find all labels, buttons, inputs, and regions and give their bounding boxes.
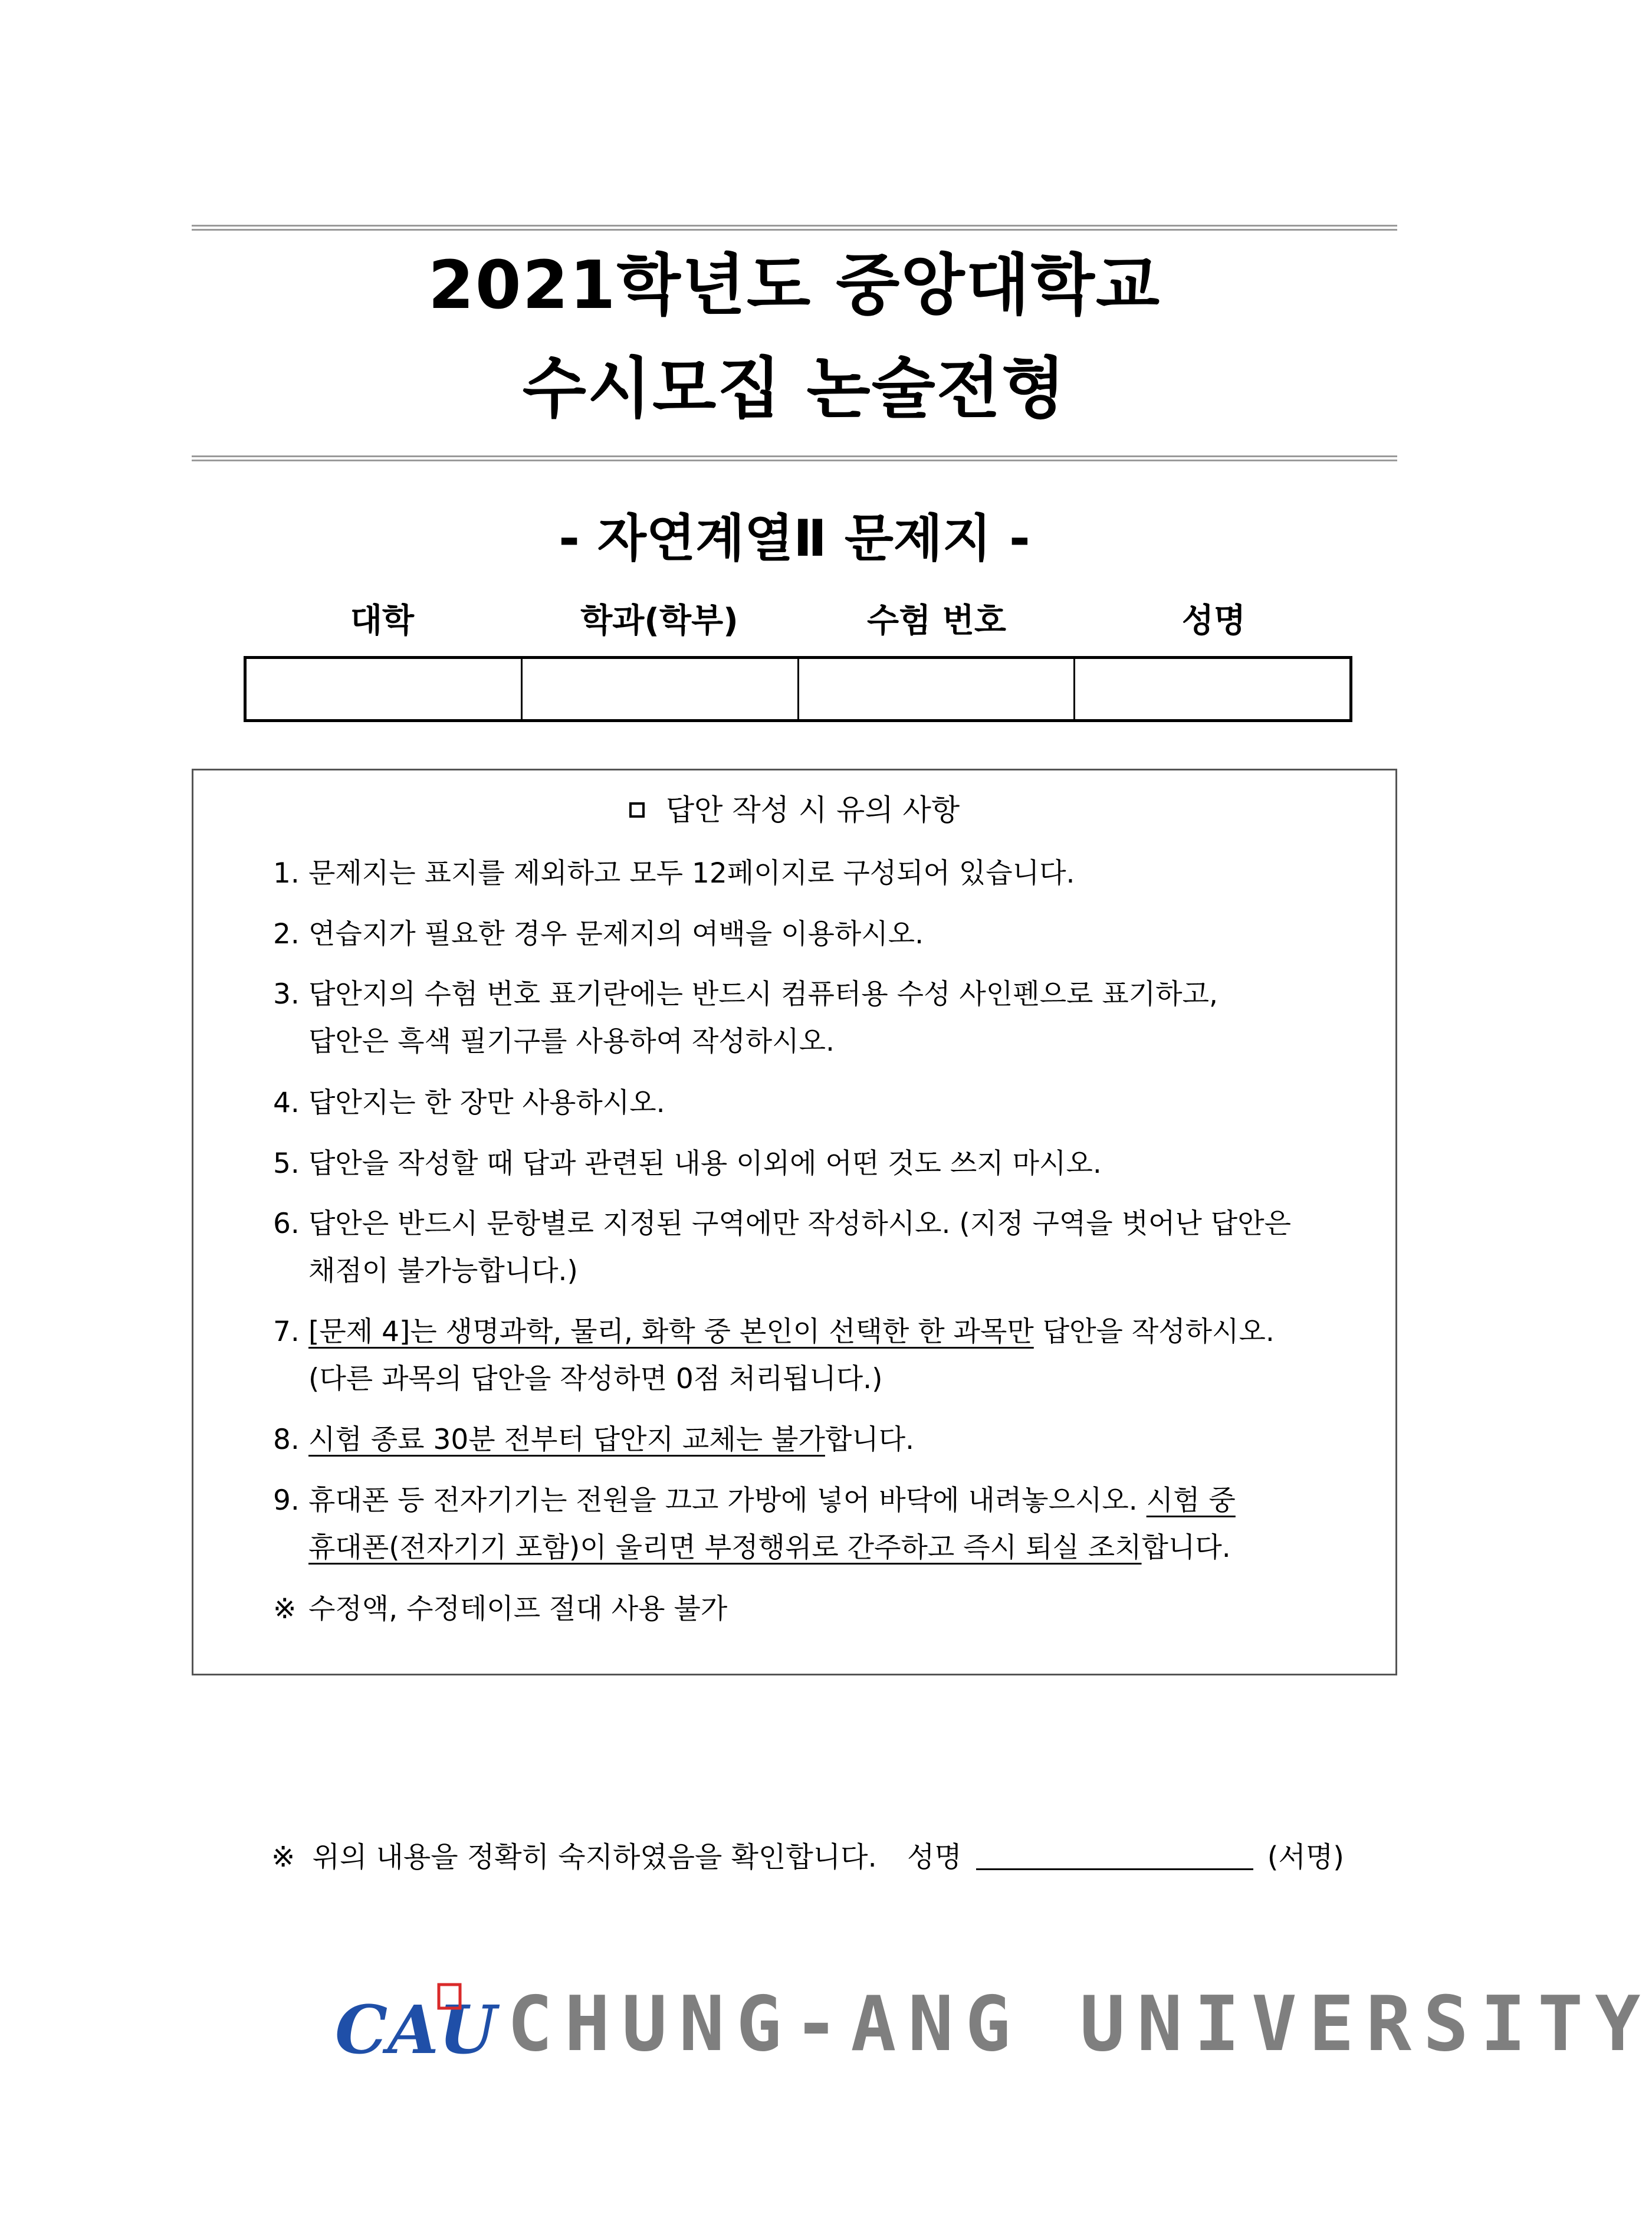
- footnote-text: 수정액, 수정테이프 절대 사용 불가: [308, 1593, 728, 1625]
- confirmation-line: [271, 1841, 1344, 1874]
- notice-item-text: 연습지가 필요한 경우 문제지의 여백을 이용하시오.: [308, 918, 924, 950]
- notice-item-text: 휴대폰 등 전자기기는 전원을 끄고 가방에 넣어 바닥에 내려놓으시오.: [308, 1484, 1147, 1517]
- underlined-text: 휴대폰(전자기기 포함)이 울리면 부정행위로 간주하고 즉시 퇴실 조치: [308, 1532, 1142, 1564]
- notice-item-number: 7.: [273, 1316, 300, 1348]
- notice-item-text-cont: 채점이 불가능합니다.): [308, 1255, 578, 1287]
- notice-item-text: 문제지는 표지를 제외하고 모두 12페이지로 구성되어 있습니다.: [308, 857, 1075, 890]
- exam-subtitle: - 자연계열Ⅱ 문제지 -: [559, 509, 1030, 568]
- notice-title-text: 답안 작성 시 유의 사항: [665, 793, 960, 827]
- notice-item-number: 3.: [273, 978, 300, 1011]
- notice-item-text: 합니다.: [1141, 1532, 1231, 1564]
- confirmation-text: 위의 내용을 정확히 숙지하였음을 확인합니다.: [312, 1841, 877, 1874]
- notice-item-number: 9.: [273, 1484, 300, 1517]
- underlined-text: [문제 4]는 생명과학, 물리, 화학 중 본인이 선택한 한 과목만: [308, 1316, 1034, 1348]
- id-header-exam-number: 수험 번호: [867, 602, 1006, 640]
- notice-item-text: 답안지는 한 장만 사용하시오.: [308, 1087, 665, 1119]
- id-header-name: 성명: [1181, 602, 1246, 640]
- underlined-text: 시험 중: [1146, 1484, 1236, 1517]
- bottom-rule: [192, 455, 1397, 461]
- top-rule: [192, 225, 1397, 231]
- id-field-headers: [244, 602, 1352, 640]
- university-name: CHUNG-ANG UNIVERSITY: [507, 1980, 1652, 2068]
- sign-suffix: (서명): [1267, 1841, 1344, 1874]
- notice-item-number: 4.: [273, 1087, 300, 1119]
- notice-item-number: 8.: [273, 1424, 300, 1456]
- id-entry-table: [244, 656, 1352, 722]
- college-entry-cell[interactable]: [247, 659, 523, 719]
- reference-mark: ※: [271, 1841, 295, 1874]
- university-logo: [330, 1976, 1652, 2071]
- notice-item-text: 답안을 작성할 때 답과 관련된 내용 이외에 어떤 것도 쓰지 마시오.: [308, 1147, 1102, 1180]
- exam-number-entry-cell[interactable]: [799, 659, 1075, 719]
- cau-mark-text: CAU: [335, 1992, 497, 2069]
- id-header-college: 대학: [350, 602, 415, 640]
- notice-item-text: 답안지의 수험 번호 표기란에는 반드시 컴퓨터용 수성 사인펜으로 표기하고,: [308, 978, 1218, 1011]
- reference-mark: ※: [273, 1593, 297, 1625]
- notice-box: [192, 769, 1397, 1675]
- notice-item-text: 합니다.: [825, 1424, 915, 1456]
- cau-logo-icon: [330, 1982, 497, 2071]
- notice-item-text-cont: 답안은 흑색 필기구를 사용하여 작성하시오.: [308, 1025, 835, 1058]
- notice-item-text-cont: (다른 과목의 답안을 작성하면 0점 처리됩니다.): [308, 1363, 883, 1395]
- notice-item-number: 5.: [273, 1147, 300, 1180]
- notice-item-text: 답안은 반드시 문항별로 지정된 구역에만 작성하시오. (지정 구역을 벗어난 답안은: [308, 1208, 1291, 1240]
- signature-field[interactable]: [976, 1868, 1253, 1870]
- exam-title-line1: 2021학년도 중앙대학교: [428, 247, 1161, 324]
- name-entry-cell[interactable]: [1075, 659, 1349, 719]
- sign-label: 성명: [907, 1841, 962, 1874]
- id-header-department: 학과(학부): [580, 602, 738, 640]
- underlined-text: 시험 종료 30분 전부터 답안지 교체는 불가: [308, 1424, 825, 1456]
- notice-heading: [193, 795, 1395, 825]
- notice-item-number: 1.: [273, 857, 300, 890]
- department-entry-cell[interactable]: [523, 659, 799, 719]
- notice-item-text: 답안을 작성하시오.: [1033, 1316, 1275, 1348]
- notice-item-number: 2.: [273, 918, 300, 950]
- checkbox-square-icon: [629, 802, 645, 818]
- exam-title-line2: 수시모집 논술전형: [522, 350, 1067, 427]
- notice-item-number: 6.: [273, 1208, 300, 1240]
